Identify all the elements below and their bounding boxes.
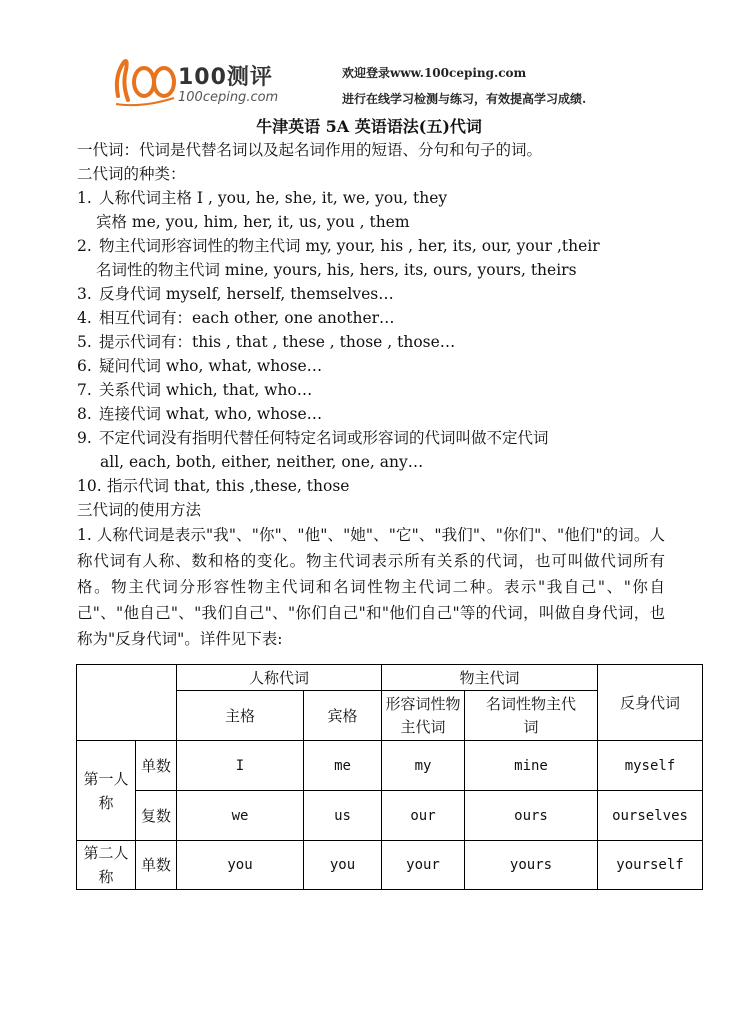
- cell-adj-possessive: our: [382, 791, 465, 841]
- row-singular: 单数: [136, 841, 177, 890]
- cell-object: you: [304, 841, 382, 890]
- cell-subject: we: [177, 791, 304, 841]
- item-text: 名词性的物主代词 mine, yours, his, hers, its, ours, yours, theirs: [96, 261, 577, 279]
- list-item: [77, 282, 394, 306]
- item-text: 宾格 me, you, him, her, it, us, you , them: [96, 213, 410, 231]
- row-singular: 单数: [136, 741, 177, 791]
- header-subject: 主格: [177, 691, 304, 741]
- cell-subject: I: [177, 741, 304, 791]
- cell-reflexive: myself: [598, 741, 703, 791]
- list-item: [77, 306, 395, 330]
- list-item: [77, 234, 600, 258]
- cell-adj-possessive: your: [382, 841, 465, 890]
- item-number: 1.: [77, 189, 92, 207]
- item-number: 3.: [77, 285, 92, 303]
- cell-noun-possessive: ours: [465, 791, 598, 841]
- row-first-person: 第一人称: [77, 741, 136, 841]
- list-item: [100, 450, 423, 474]
- list-item: [77, 402, 322, 426]
- item-number: 4.: [77, 309, 92, 327]
- list-item: [77, 330, 455, 354]
- pronoun-table: [76, 664, 703, 890]
- item-number: 2.: [77, 237, 92, 255]
- section-definition: 一代词：代词是代替名词以及起名词作用的短语、分句和句子的词。: [77, 141, 543, 159]
- cell-adj-possessive: my: [382, 741, 465, 791]
- item-text: 指示代词 that, this ,these, those: [107, 477, 350, 495]
- header-noun-possessive: 名词性物主代词: [465, 691, 598, 741]
- list-item: [96, 258, 577, 282]
- header-adj-possessive: 形容词性物主代词: [382, 691, 465, 741]
- header-object: 宾格: [304, 691, 382, 741]
- row-second-person: 第二人称: [77, 841, 136, 890]
- cell-reflexive: yourself: [598, 841, 703, 890]
- list-item: [77, 354, 322, 378]
- list-item: [77, 474, 349, 498]
- item-text: 相互代词有：each other, one another…: [99, 309, 395, 327]
- item-number: 7.: [77, 381, 92, 399]
- cell-object: me: [304, 741, 382, 791]
- row-plural: 复数: [136, 791, 177, 841]
- item-text: 不定代词没有指明代替任何特定名词或形容词的代词叫做不定代词: [99, 429, 549, 447]
- logo-text: 100测评: [178, 65, 273, 90]
- item-number: 10.: [77, 477, 102, 495]
- section-usage-heading: 三代词的使用方法: [77, 501, 202, 519]
- logo-100-icon: [112, 56, 178, 108]
- item-text: 物主代词形容词性的物主代词 my, your, his , her, its, our, your ,their: [99, 237, 600, 255]
- site-header: [112, 52, 652, 112]
- cell-object: us: [304, 791, 382, 841]
- cell-noun-possessive: mine: [465, 741, 598, 791]
- usage-paragraph: 1. 人称代词是表示"我"、"你"、"他"、"她"、"它"、"我们"、"你们"、"他们"的词。人称代词有人称、数和格的变化。物主代词表示所有关系的代词，也可叫做代词所有格。物主代词分形容性物主代词和名词性物主代词二种。表示"我自己"、"你自己"、"他自己"、"我们自己"、"你们自己"和"他们自己"等的代词，叫做自身代词，也称为"反身代词"。详件见下表:: [77, 526, 665, 648]
- section-types-heading: 二代词的种类：: [77, 165, 186, 183]
- item-text: 疑问代词 who, what, whose…: [99, 357, 323, 375]
- header-possessive: 物主代词: [382, 665, 598, 691]
- logo-url: 100ceping.com: [178, 90, 279, 105]
- header-personal: 人称代词: [177, 665, 382, 691]
- list-item: [77, 426, 549, 450]
- item-text: 连接代词 what, who, whose…: [99, 405, 323, 423]
- item-number: 8.: [77, 405, 92, 423]
- list-item: [77, 378, 312, 402]
- item-text: 关系代词 which, that, who…: [99, 381, 313, 399]
- header-tagline-1: 欢迎登录www.100ceping.com: [342, 66, 527, 80]
- list-item: [96, 210, 410, 234]
- item-text: 反身代词 myself, herself, themselves…: [99, 285, 394, 303]
- item-text: all, each, both, either, neither, one, any…: [100, 453, 424, 471]
- item-number: 5.: [77, 333, 92, 351]
- list-item: [77, 186, 447, 210]
- document-title: 牛津英语 5A 英语语法(五)代词: [256, 117, 482, 136]
- cell-reflexive: ourselves: [598, 791, 703, 841]
- table-corner-cell: [77, 665, 177, 741]
- header-tagline-2: 进行在线学习检测与练习，有效提高学习成绩.: [342, 92, 587, 106]
- cell-noun-possessive: yours: [465, 841, 598, 890]
- cell-subject: you: [177, 841, 304, 890]
- item-number: 6.: [77, 357, 92, 375]
- item-number: 9.: [77, 429, 92, 447]
- item-text: 提示代词有：this , that , these , those , those…: [99, 333, 456, 351]
- item-text: 人称代词主格 I , you, he, she, it, we, you, they: [99, 189, 448, 207]
- header-reflexive: 反身代词: [598, 665, 703, 741]
